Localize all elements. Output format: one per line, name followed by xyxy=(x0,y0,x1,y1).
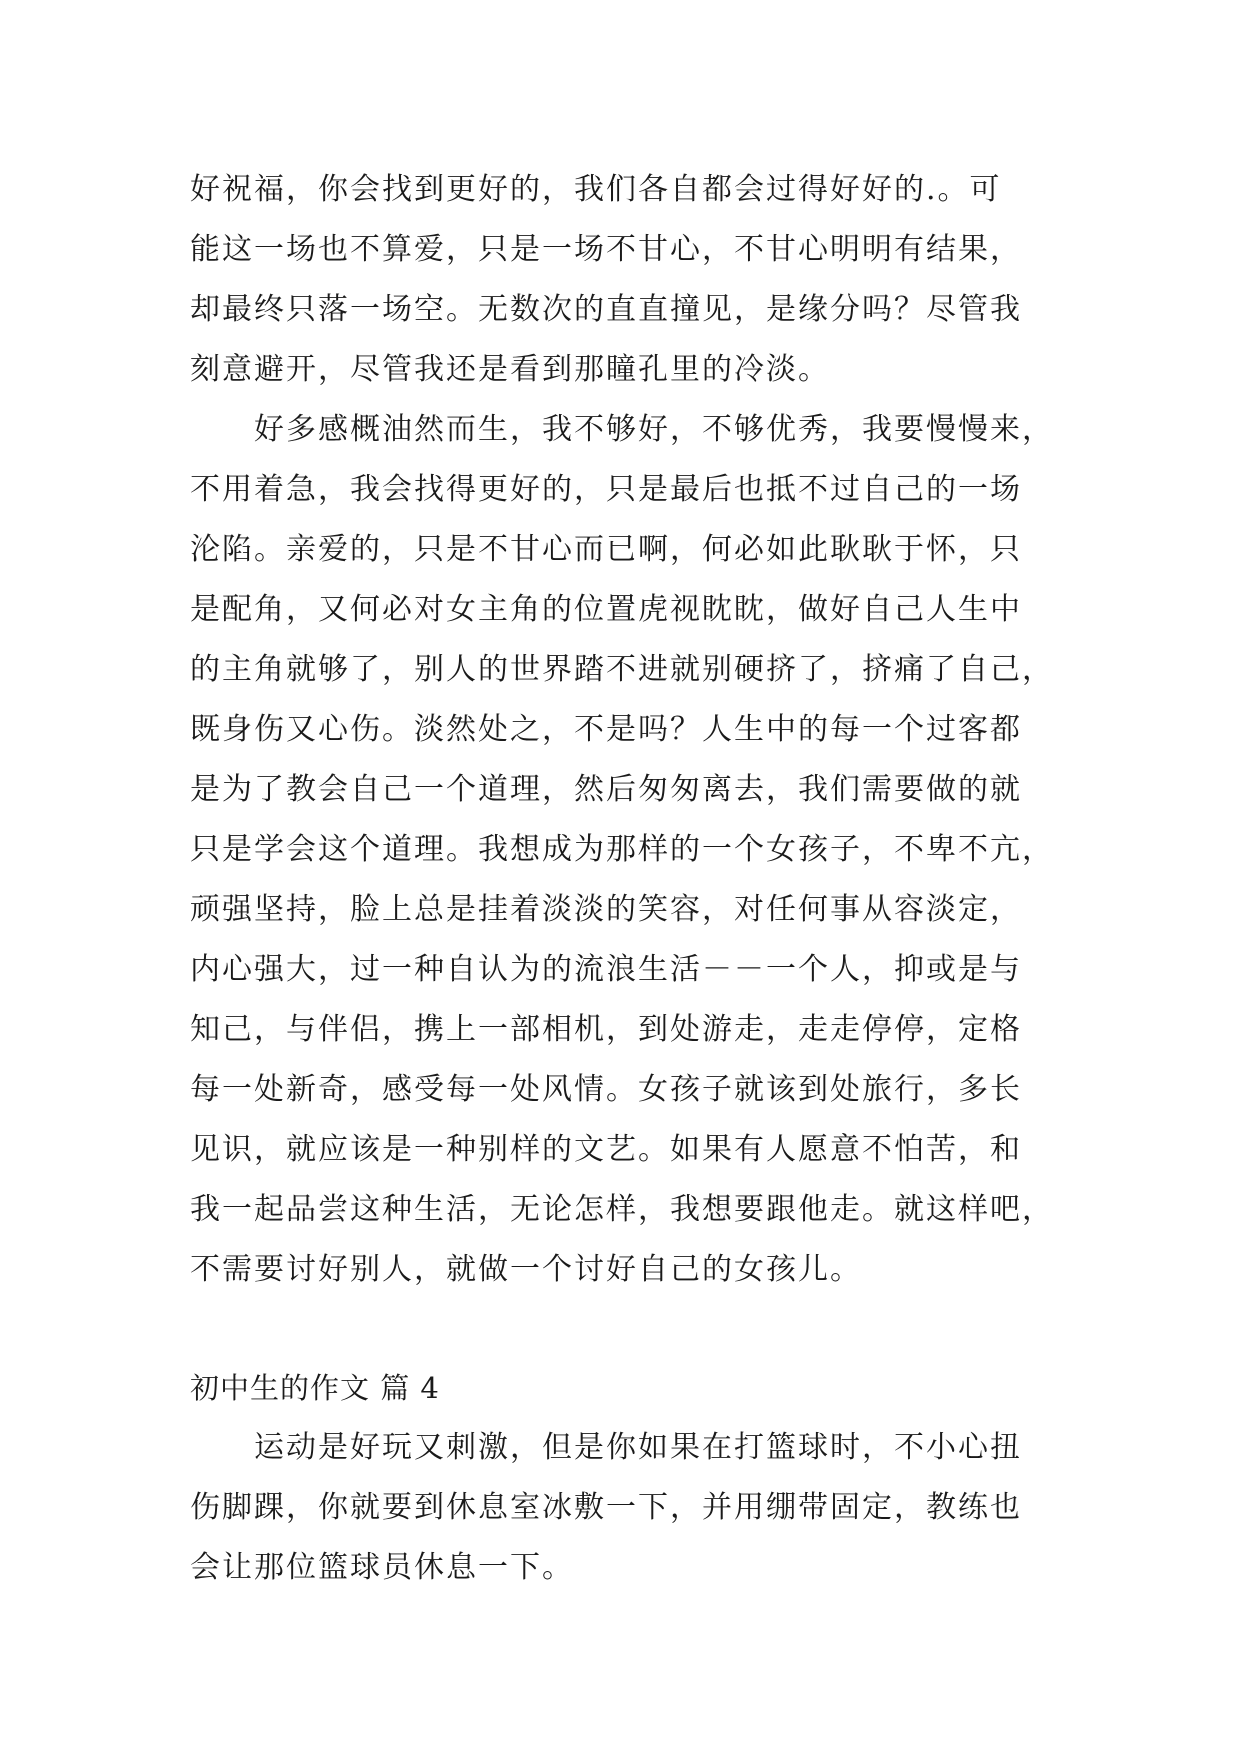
text-line: 伤脚踝，你就要到休息室冰敷一下，并用绷带固定，教练也 xyxy=(190,1490,1022,1525)
text-line: 既身伤又心伤。淡然处之，不是吗？人生中的每一个过客都 xyxy=(190,712,1022,747)
text-line: 只是学会这个道理。我想成为那样的一个女孩子，不卑不亢， xyxy=(190,832,1054,867)
text-line: 是为了教会自己一个道理，然后匆匆离去，我们需要做的就 xyxy=(190,772,1022,807)
document-page xyxy=(190,160,1070,1598)
text-line: 能这一场也不算爱，只是一场不甘心，不甘心明明有结果， xyxy=(190,232,1022,267)
text-line: 每一处新奇，感受每一处风情。女孩子就该到处旅行，多长 xyxy=(190,1072,1022,1107)
text-line: 刻意避开，尽管我还是看到那瞳孔里的冷淡。 xyxy=(190,352,830,387)
text-line: 的主角就够了，别人的世界踏不进就别硬挤了，挤痛了自己， xyxy=(190,652,1054,687)
text-line: 会让那位篮球员休息一下。 xyxy=(190,1550,574,1585)
text-line: 内心强大，过一种自认为的流浪生活－－一个人，抑或是与 xyxy=(190,952,1022,987)
paragraph-2 xyxy=(190,400,1070,1300)
paragraph-3 xyxy=(190,1418,1070,1598)
text-line: 好祝福，你会找到更好的，我们各自都会过得好好的.。可 xyxy=(190,172,1002,207)
text-line: 不需要讨好别人，就做一个讨好自己的女孩儿。 xyxy=(190,1252,862,1287)
text-line: 不用着急，我会找得更好的，只是最后也抵不过自己的一场 xyxy=(190,472,1022,507)
section-heading: 初中生的作文 篇 4 xyxy=(190,1371,440,1405)
text-line: 是配角，又何必对女主角的位置虎视眈眈，做好自己人生中 xyxy=(190,592,1022,627)
text-line: 顽强坚持，脸上总是挂着淡淡的笑容，对任何事从容淡定， xyxy=(190,892,1022,927)
text-line: 沦陷。亲爱的，只是不甘心而已啊，何必如此耿耿于怀，只 xyxy=(190,532,1022,567)
paragraph-1 xyxy=(190,160,1070,400)
text-line: 却最终只落一场空。无数次的直直撞见，是缘分吗？尽管我 xyxy=(190,292,1022,327)
text-line: 见识，就应该是一种别样的文艺。如果有人愿意不怕苦，和 xyxy=(190,1132,1022,1167)
text-line: 知己，与伴侣，携上一部相机，到处游走，走走停停，定格 xyxy=(190,1012,1022,1047)
text-line: 我一起品尝这种生活，无论怎样，我想要跟他走。就这样吧， xyxy=(190,1192,1054,1227)
text-line: 运动是好玩又刺激，但是你如果在打篮球时，不小心扭 xyxy=(254,1430,1022,1465)
text-line: 好多感概油然而生，我不够好，不够优秀，我要慢慢来， xyxy=(254,412,1054,447)
